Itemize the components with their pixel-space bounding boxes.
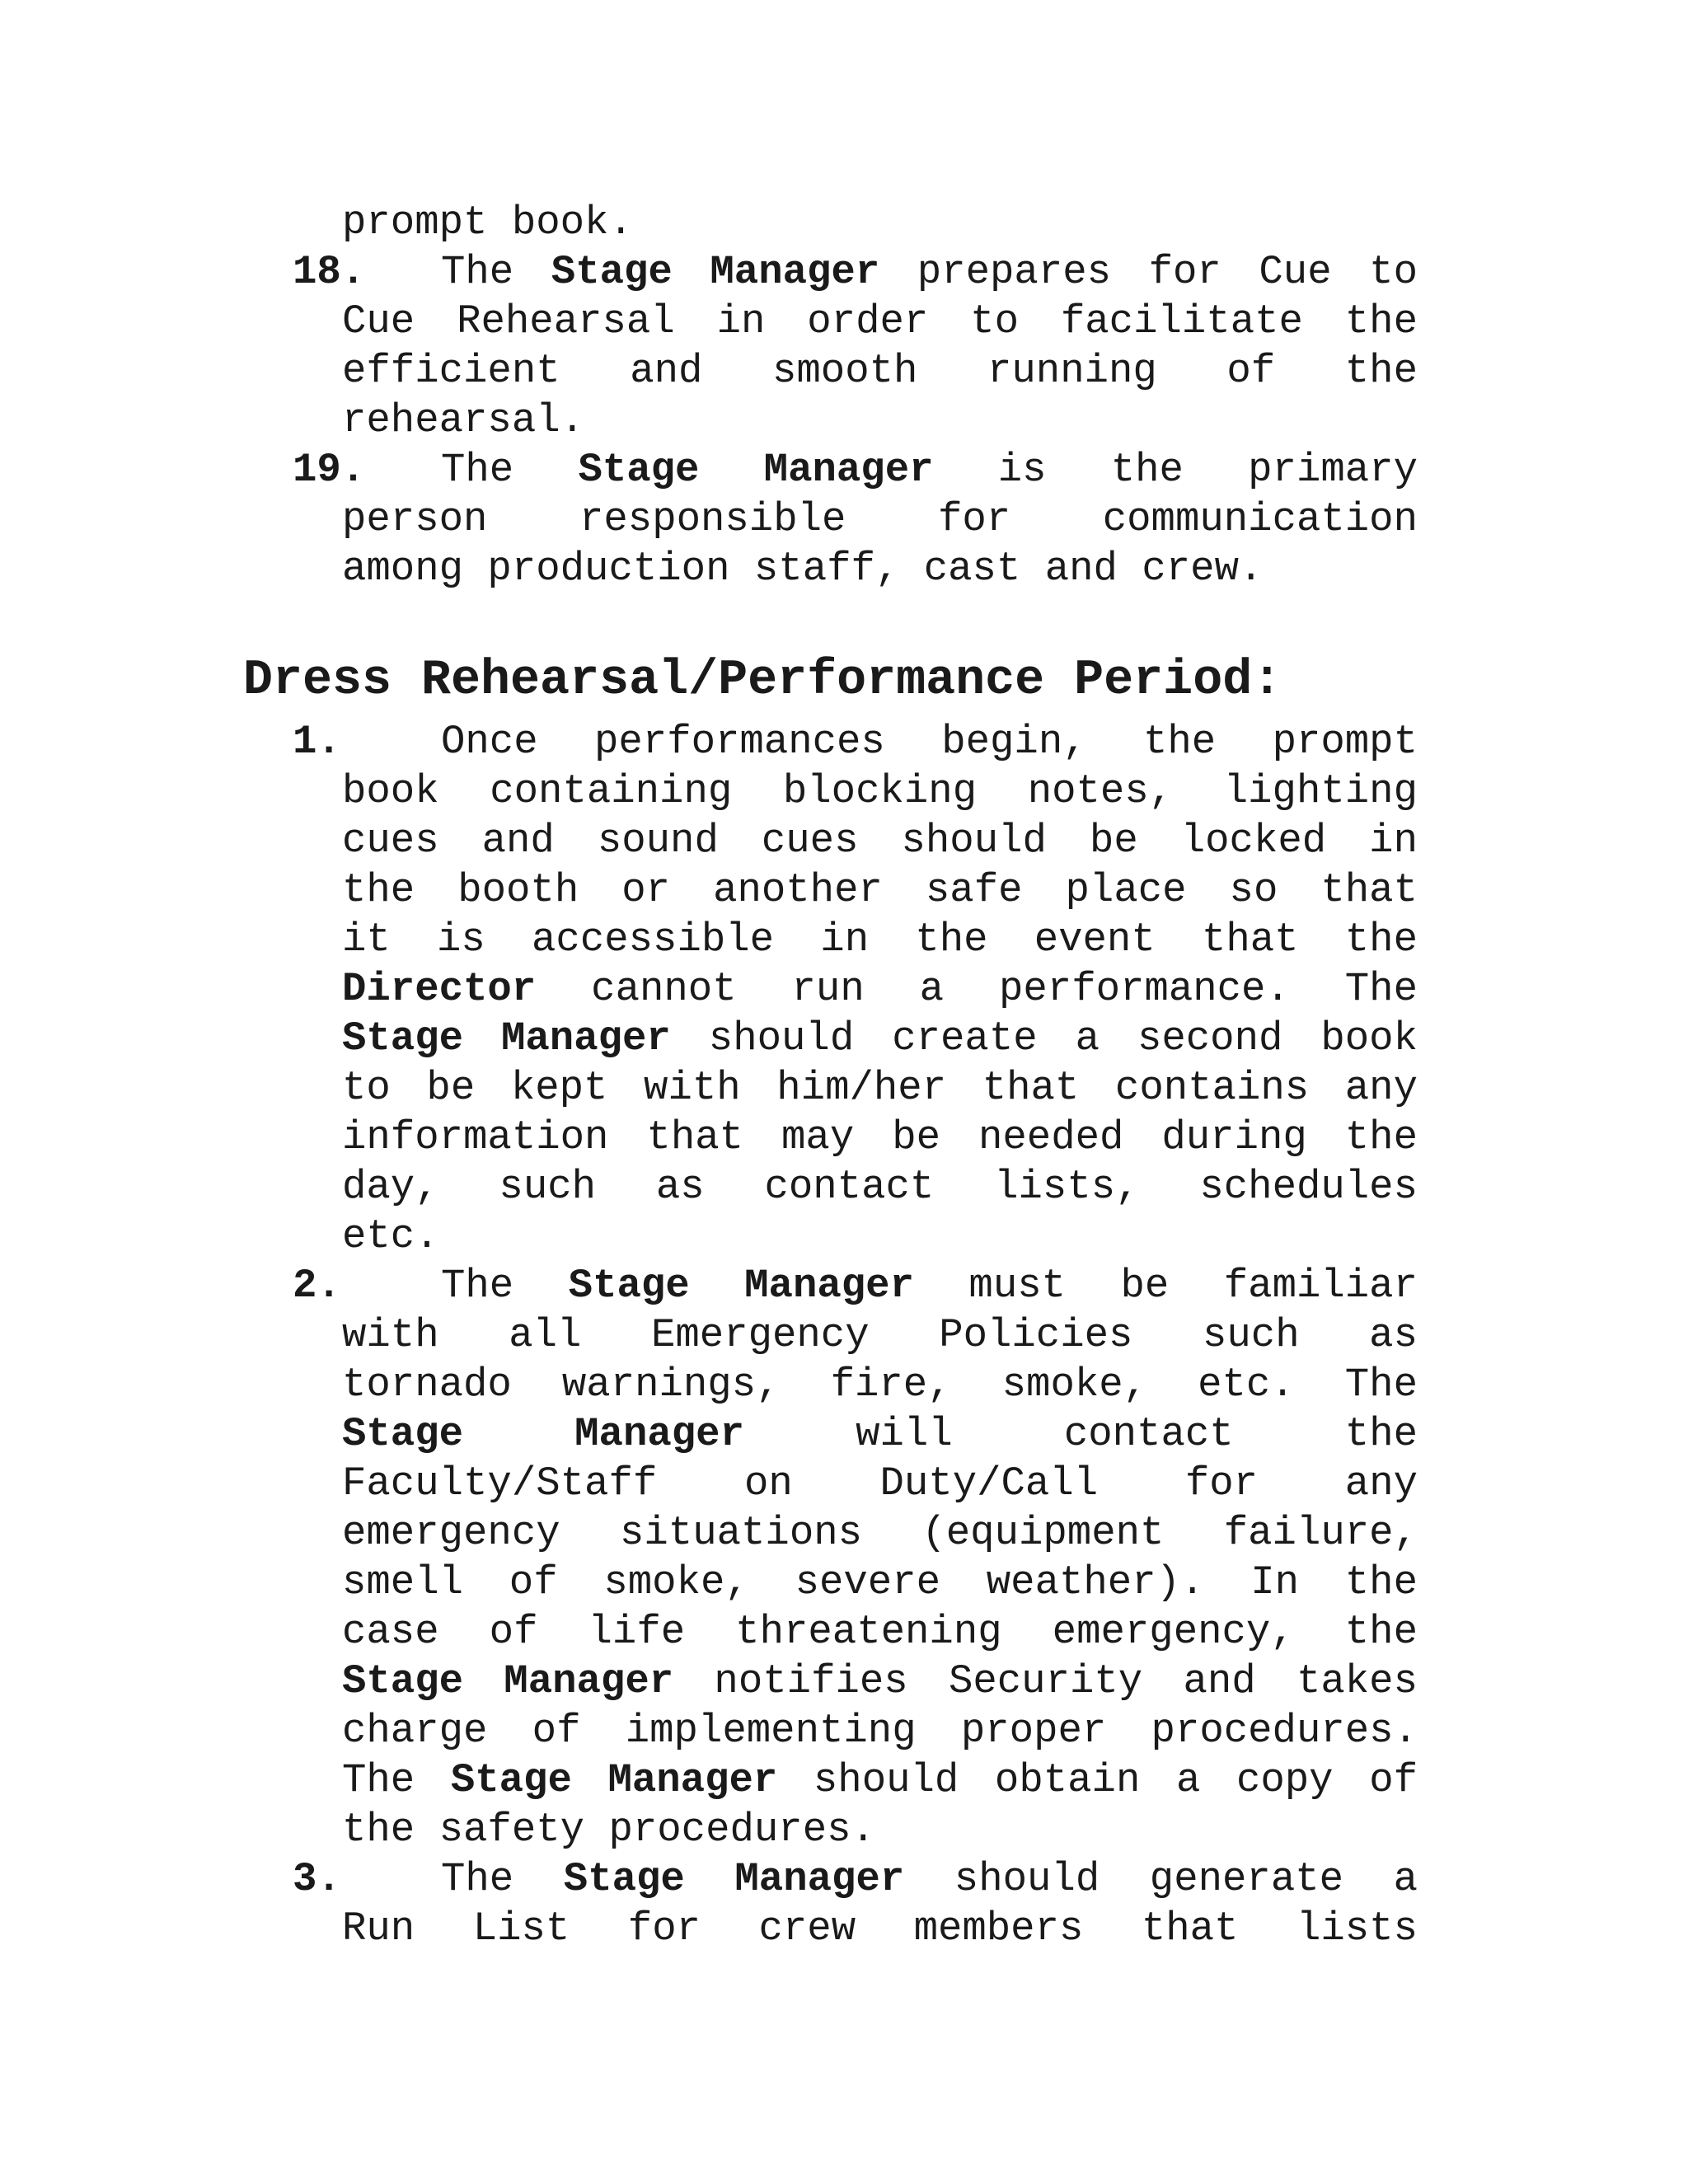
continuation-line: prompt book. <box>342 199 633 246</box>
item-2-line-11: The Stage Manager should obtain a copy of <box>342 1757 1418 1803</box>
item-1-line-3: cues and sound cues should be locked in <box>342 818 1418 864</box>
list-number-1: 1. <box>293 719 341 765</box>
item-18-line-4: rehearsal. <box>342 397 585 443</box>
item-1-line-8: to be kept with him/her that contains any <box>342 1065 1418 1111</box>
list-number-3: 3. <box>293 1856 341 1902</box>
item-18-line-3: efficient and smooth running of the <box>342 348 1418 394</box>
item-2-line-5: Faculty/Staff on Duty/Call for any <box>342 1460 1418 1507</box>
item-2-line-6: emergency situations (equipment failure, <box>342 1510 1418 1556</box>
item-2-line-1: The Stage Manager must be familiar <box>441 1263 1418 1309</box>
item-1-line-7: Stage Manager should create a second book <box>342 1015 1418 1062</box>
item-1-line-5: it is accessible in the event that the <box>342 916 1418 963</box>
item-19-line-1: The Stage Manager is the primary <box>441 447 1418 493</box>
item-2-line-8: case of life threatening emergency, the <box>342 1609 1418 1655</box>
item-18-line-2: Cue Rehearsal in order to facilitate the <box>342 298 1418 344</box>
item-18-line-1: The Stage Manager prepares for Cue to <box>441 249 1418 295</box>
section-heading: Dress Rehearsal/Performance Period: <box>243 653 1282 709</box>
item-1-line-10: day, such as contact lists, schedules <box>342 1164 1418 1210</box>
item-1-line-11: etc. <box>342 1213 439 1259</box>
item-1-line-1: Once performances begin, the prompt <box>441 719 1418 765</box>
list-number-18: 18. <box>293 249 366 295</box>
list-number-2: 2. <box>293 1263 341 1309</box>
item-2-line-9: Stage Manager notifies Security and takes <box>342 1658 1418 1704</box>
item-2-line-4: Stage Manager will contact the <box>342 1411 1418 1457</box>
item-19-line-2: person responsible for communication <box>342 496 1418 542</box>
item-1-line-9: information that may be needed during the <box>342 1114 1418 1160</box>
item-1-line-6: Director cannot run a performance. The <box>342 966 1418 1012</box>
list-number-19: 19. <box>293 447 366 493</box>
item-3-line-1: The Stage Manager should generate a <box>441 1856 1418 1902</box>
item-19-line-3: among production staff, cast and crew. <box>342 546 1264 592</box>
item-2-line-3: tornado warnings, fire, smoke, etc. The <box>342 1361 1418 1408</box>
item-1-line-4: the booth or another safe place so that <box>342 867 1418 913</box>
item-2-line-10: charge of implementing proper procedures. <box>342 1708 1418 1754</box>
item-2-line-2: with all Emergency Policies such as <box>342 1312 1418 1358</box>
item-2-line-7: smell of smoke, severe weather). In the <box>342 1559 1418 1605</box>
item-1-line-2: book containing blocking notes, lighting <box>342 768 1418 814</box>
item-2-line-12: the safety procedures. <box>342 1807 875 1853</box>
item-3-line-2: Run List for crew members that lists <box>342 1905 1418 1952</box>
